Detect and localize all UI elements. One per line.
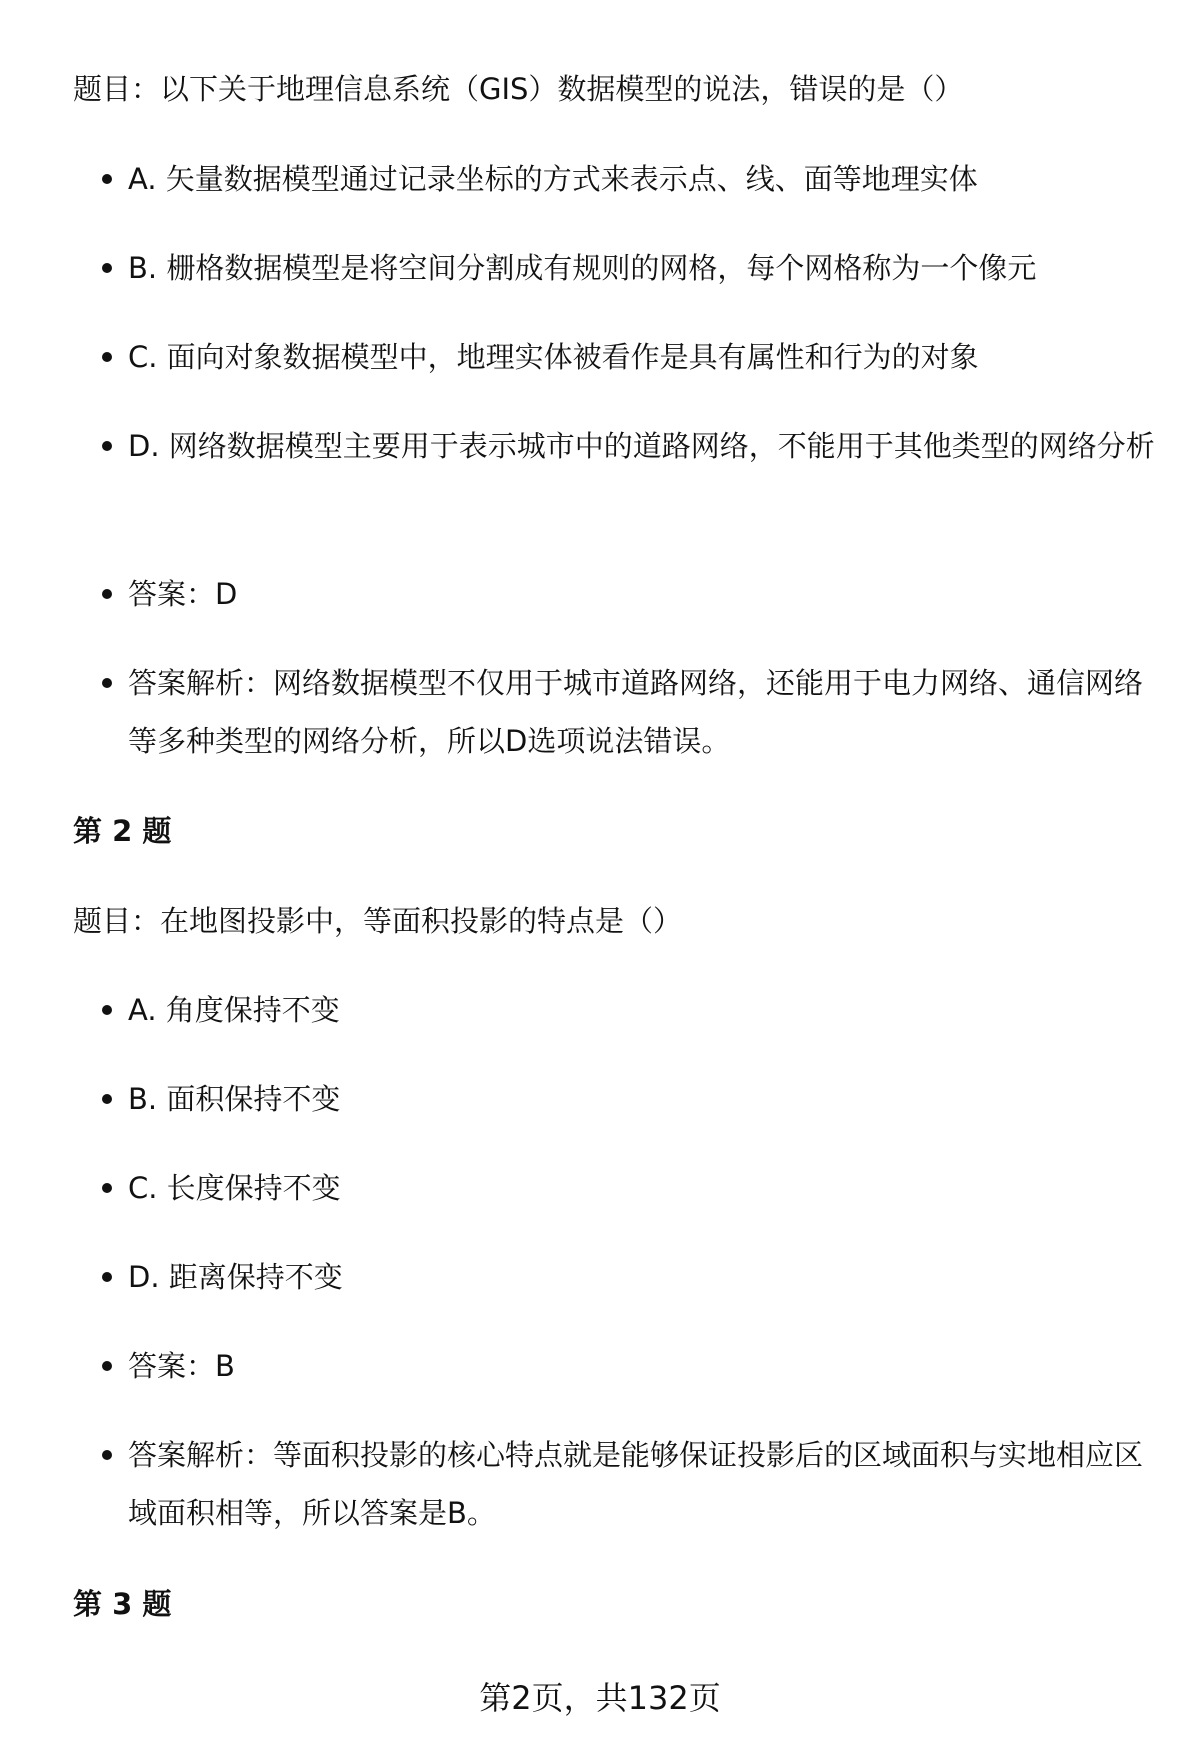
q1-explanation [128,654,1158,770]
answer-text: 答案：D [128,577,238,611]
option-text: D. 网络数据模型主要用于表示城市中的道路网络，不能用于其他类型的网络分析 [128,429,1155,463]
q2-answer [128,1337,1158,1395]
q3-heading: 第 3 题 [73,1587,172,1621]
option-text: B. 栅格数据模型是将空间分割成有规则的网格，每个网格称为一个像元 [128,251,1037,285]
q2-option-a [128,981,1158,1039]
bullet-icon [102,1450,112,1460]
q2-option-c [128,1159,1158,1217]
q1-option-a [128,150,1158,208]
q2-heading: 第 2 题 [73,814,172,848]
option-text: C. 面向对象数据模型中，地理实体被看作是具有属性和行为的对象 [128,340,979,374]
q1-option-c [128,328,1158,386]
bullet-icon [102,1361,112,1371]
q1-stem: 题目：以下关于地理信息系统（GIS）数据模型的说法，错误的是（） [73,72,964,106]
q1-option-d [128,417,1158,475]
q2-stem: 题目：在地图投影中，等面积投影的特点是（） [73,904,683,938]
bullet-icon [102,174,112,184]
q1-option-b [128,239,1158,297]
option-text: B. 面积保持不变 [128,1082,341,1116]
page-number-footer: 第2页，共132页 [479,1679,721,1717]
option-text: C. 长度保持不变 [128,1171,341,1205]
bullet-icon [102,352,112,362]
bullet-icon [102,1183,112,1193]
explanation-text: 答案解析：网络数据模型不仅用于城市道路网络，还能用于电力网络、通信网络等多种类型的网络分析，所以D选项说法错误。 [128,666,1144,758]
bullet-icon [102,1005,112,1015]
option-text: A. 矢量数据模型通过记录坐标的方式来表示点、线、面等地理实体 [128,162,978,196]
q2-option-d [128,1248,1158,1306]
explanation-text: 答案解析：等面积投影的核心特点就是能够保证投影后的区域面积与实地相应区域面积相等，所以答案是B。 [128,1438,1144,1530]
bullet-icon [102,678,112,688]
q2-option-b [128,1070,1158,1128]
bullet-icon [102,589,112,599]
bullet-icon [102,263,112,273]
q2-explanation [128,1426,1158,1542]
option-text: D. 距离保持不变 [128,1260,343,1294]
bullet-icon [102,1272,112,1282]
answer-text: 答案：B [128,1349,235,1383]
bullet-icon [102,441,112,451]
bullet-icon [102,1094,112,1104]
q1-answer [128,565,1158,623]
option-text: A. 角度保持不变 [128,993,340,1027]
